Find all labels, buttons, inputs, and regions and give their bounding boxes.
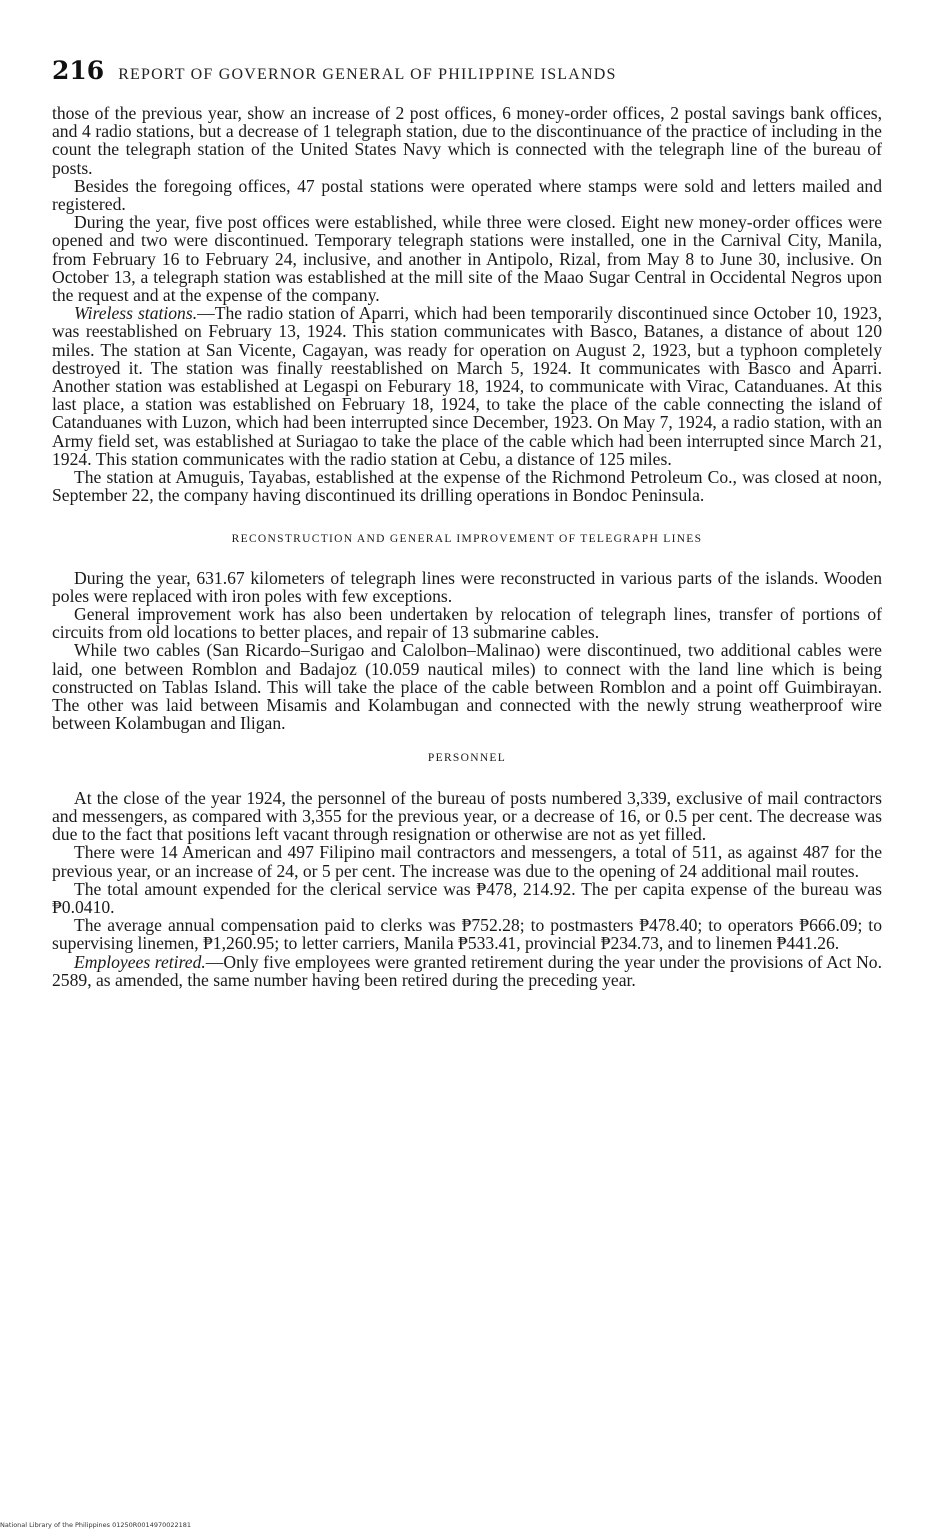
running-head <box>52 56 882 85</box>
section-heading-personnel: PERSONNEL <box>427 751 507 764</box>
paragraph: During the year, five post offices were established, while three were closed. Eight new money-order offices were opened and two were discontinued. Temporary telegraph stations were installed, one in the Carnival City, Manila, from February 16 to February 24, inclusive, and another in Antipolo, Rizal, from May 8 to June 30, inclusive. On October 13, a telegraph station was established at the mill site of the Maao Sugar Central in Occidental Negros upon the request and at the expense of the company. <box>52 212 882 306</box>
employees-retired-paragraph <box>52 953 882 989</box>
paragraph: The average annual compensation paid to clerks was ₱752.28; to postmasters ₱478.40; to operators ₱666.09; to supervising linemen, ₱1,260.95; to letter carriers, Manila ₱533.41, provincial ₱234.73, and to linemen ₱441.26. <box>52 915 882 954</box>
page-body <box>52 104 882 989</box>
paragraph: During the year, 631.67 kilometers of telegraph lines were reconstructed in various parts of the islands. Wooden poles were replaced with iron poles with few exceptions. <box>52 567 882 606</box>
wireless-stations-paragraph <box>52 304 882 468</box>
paragraph: Besides the foregoing offices, 47 postal stations were operated where stamps were sold and letters mailed and registered. <box>52 175 882 215</box>
running-head-title: REPORT OF GOVERNOR GENERAL OF PHILIPPINE ISLANDS <box>118 66 617 83</box>
paragraph: There were 14 American and 497 Filipino mail contractors and messengers, a total of 511, as against 487 for the previous year, or an increase of 24, or 5 per cent. The increase was due to the opening of 24 additional mail routes. <box>52 842 882 881</box>
wireless-stations-text: —The radio station of Aparri, which had been temporarily discontinued since October 10, 1923, was reestablished on February 13, 1924. This station communicates with Basco, Batanes, a distance of about 120 miles. The station at San Vicente, Cagayan, was ready for operation on August 2, 1923, but a typhoon completely destroyed it. The station was finally reestablished on March 5, 1924. It communicates with Basco and Aparri. Another station was established at Legaspi on Feburary 18, 1924, to communicate with Virac, Catanduanes. At this last place, a station was established on February 18, 1924, to take the place of the cable connecting the island of Catanduanes with Luzon, which had been interrupted since December, 1923. On May 7, 1924, a radio station, with an Army field set, was established at Suriagao to take the place of the cable which had been interrupted since March 21, 1924. This station communicates with the radio station at Cebu, a distance of 125 miles. <box>52 303 882 469</box>
paragraph: While two cables (San Ricardo–Surigao and Calolbon–Malinao) were discontinued, two additional cables were laid, one between Romblon and Badajoz (10.059 nautical miles) to connect with the land line which is being constructed on Tablas Island. This will take the place of the cable between Romblon and a point off Guimbirayan. The other was laid between Misamis and Kolambugan and connected with the newly strung weatherproof wire between Kolambugan and Iligan. <box>52 640 882 734</box>
paragraph: At the close of the year 1924, the personnel of the bureau of posts numbered 3,339, exclusive of mail contractors and messengers, as compared with 3,355 for the previous year, or a decrease of 16, or 0.5 per cent. The decrease was due to the fact that positions left vacant through resignation or otherwise are not as yet filled. <box>52 787 882 845</box>
paragraph: The total amount expended for the clerical service was ₱478, 214.92. The per capita expense of the bureau was ₱0.0410. <box>52 878 882 917</box>
employees-retired-lead: Employees retired. <box>74 951 206 972</box>
scan-footer: National Library of the Philippines 01250R0014970022181 <box>0 1521 192 1529</box>
page-number: 216 <box>52 56 105 85</box>
paragraph: those of the previous year, show an increase of 2 post offices, 6 money-order offices, 2 postal savings bank offices, and 4 radio stations, but a decrease of 1 telegraph station, due to the discontinuance of the practice of including in the count the telegraph station of the United States Navy which is connected with the telegraph line of the bureau of posts. <box>52 103 882 178</box>
section-heading-reconstruction: RECONSTRUCTION AND GENERAL IMPROVEMENT OF TELEGRAPH LINES <box>231 533 703 546</box>
paragraph: The station at Amuguis, Tayabas, established at the expense of the Richmond Petroleum Co., was closed at noon, September 22, the company having discontinued its drilling operations in Bondoc Peninsula. <box>52 467 882 506</box>
employees-retired-text: —Only five employees were granted retirement during the year under the provisions of Act No. 2589, as amended, the same number having been retired during the preceding year. <box>52 951 882 990</box>
paragraph: General improvement work has also been undertaken by relocation of telegraph lines, transfer of portions of circuits from old locations to better places, and repair of 13 submarine cables. <box>52 604 882 643</box>
wireless-stations-lead: Wireless stations. <box>74 303 198 324</box>
